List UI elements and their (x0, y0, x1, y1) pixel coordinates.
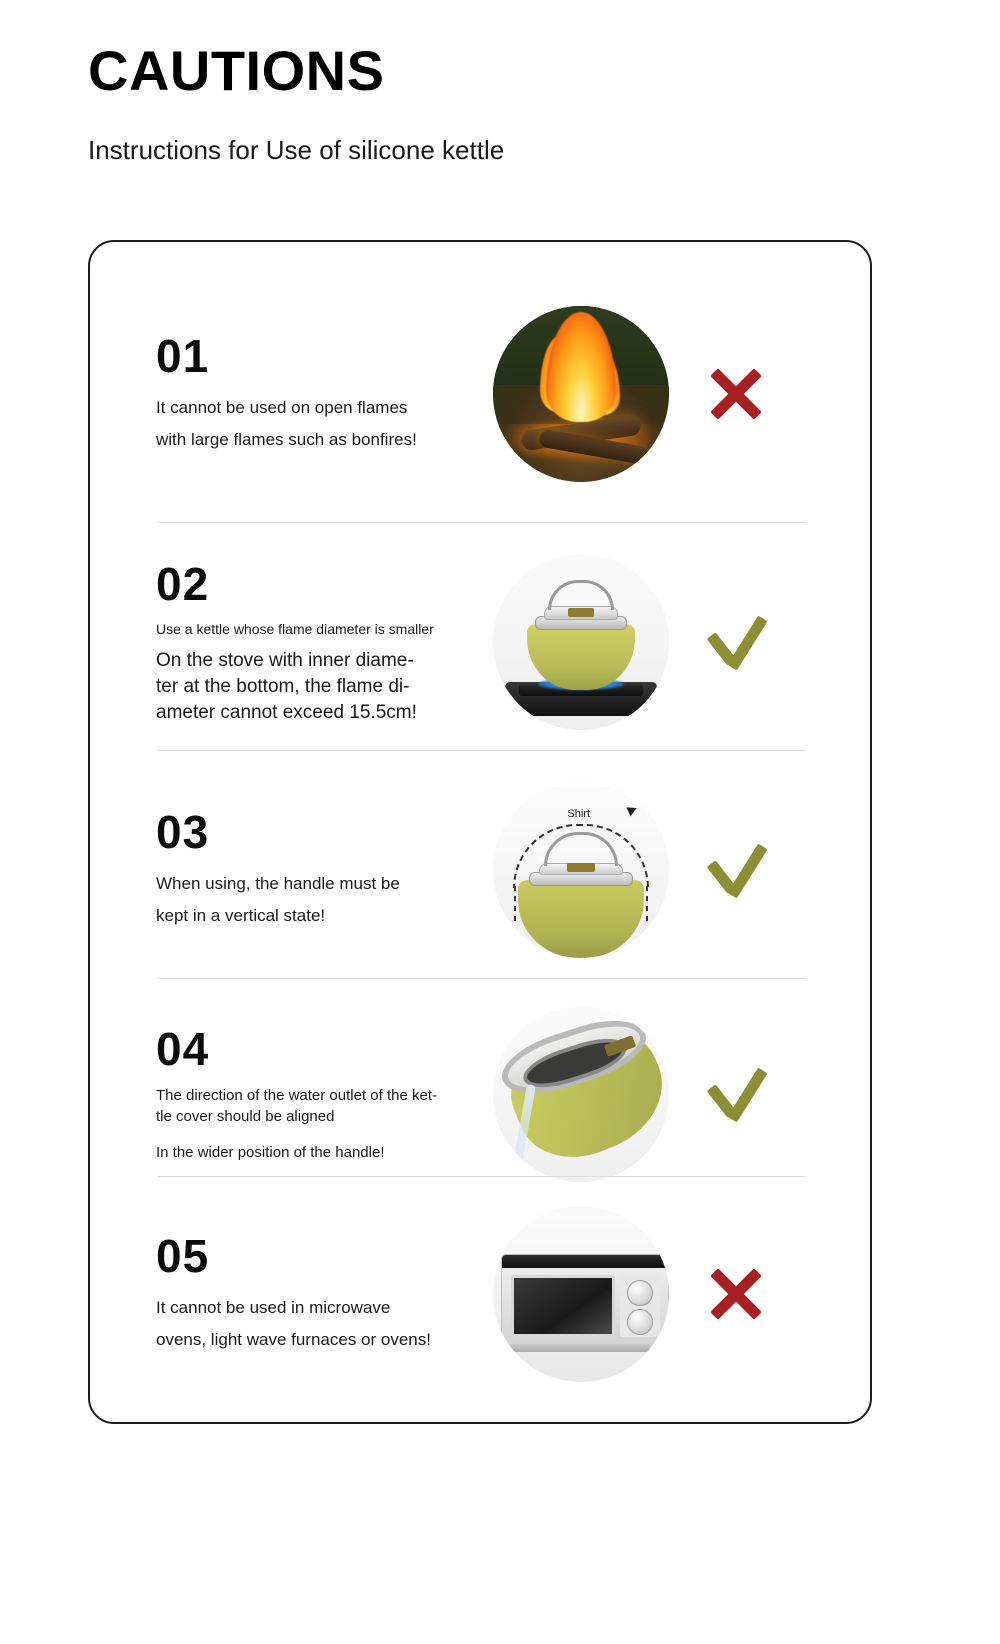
kettle-pouring-water-photo (493, 1006, 669, 1182)
caution-mark-04 (676, 1066, 796, 1122)
bonfire-photo (493, 306, 669, 482)
divider (158, 522, 806, 523)
caution-image-02 (486, 554, 676, 730)
caution-item-01 (90, 294, 874, 494)
caution-mark-03 (676, 842, 796, 898)
caution-line: It cannot be used in microwave (156, 1298, 391, 1317)
caution-mark-01 (676, 366, 796, 422)
caution-line: The direction of the water outlet of the ket- (156, 1086, 437, 1104)
caution-line: In the wider position of the handle! (156, 1144, 385, 1162)
caution-item-03 (90, 770, 874, 970)
image-annotation-label: Shirt (567, 808, 591, 820)
caution-mark-02 (676, 614, 796, 670)
page-subtitle: Instructions for Use of silicone kettle (88, 135, 505, 165)
caution-number-04: 04 (156, 1023, 210, 1076)
caution-number-05: 05 (156, 1230, 210, 1283)
caution-line: It cannot be used on open flames (156, 398, 408, 417)
caution-image-03 (486, 782, 676, 958)
cross-icon (708, 366, 764, 422)
caution-line: Use a kettle whose flame diameter is smaller (156, 621, 434, 638)
caution-text-05 (156, 1231, 486, 1356)
caution-line: ter at the bottom, the flame di- (156, 675, 410, 697)
caution-text-01 (156, 331, 486, 456)
caution-item-02 (90, 542, 874, 742)
kettle-vertical-handle-photo (493, 782, 669, 958)
caution-line: with large flames such as bonfires! (156, 430, 417, 450)
caution-line: tle cover should be aligned (156, 1108, 335, 1126)
caution-image-05 (486, 1206, 676, 1382)
cross-icon (708, 1266, 764, 1322)
caution-image-04 (486, 1006, 676, 1182)
check-icon (704, 842, 768, 898)
caution-text-03 (156, 807, 486, 932)
caution-text-02 (156, 559, 486, 726)
caution-line: kept in a vertical state! (156, 906, 326, 926)
caution-number-01: 01 (156, 330, 210, 383)
divider (158, 978, 806, 979)
caution-text-04 (156, 1024, 486, 1164)
divider (158, 750, 806, 751)
kettle-on-gas-stove-photo (493, 554, 669, 730)
caution-item-05 (90, 1194, 874, 1394)
caution-line: When using, the handle must be (156, 874, 400, 893)
caution-number-03: 03 (156, 806, 210, 859)
divider (158, 1176, 806, 1177)
check-icon (704, 614, 768, 670)
caution-item-04 (90, 994, 874, 1194)
caution-line: ameter cannot exceed 15.5cm! (156, 701, 417, 723)
instructions-card (88, 240, 872, 1424)
caution-line: On the stove with inner diame- (156, 650, 414, 672)
caution-number-02: 02 (156, 557, 210, 610)
caution-image-01 (486, 306, 676, 482)
caution-line: ovens, light wave furnaces or ovens! (156, 1330, 431, 1350)
page-title: CAUTIONS (88, 39, 385, 102)
microwave-oven-photo (493, 1206, 669, 1382)
check-icon (704, 1066, 768, 1122)
caution-mark-05 (676, 1266, 796, 1322)
